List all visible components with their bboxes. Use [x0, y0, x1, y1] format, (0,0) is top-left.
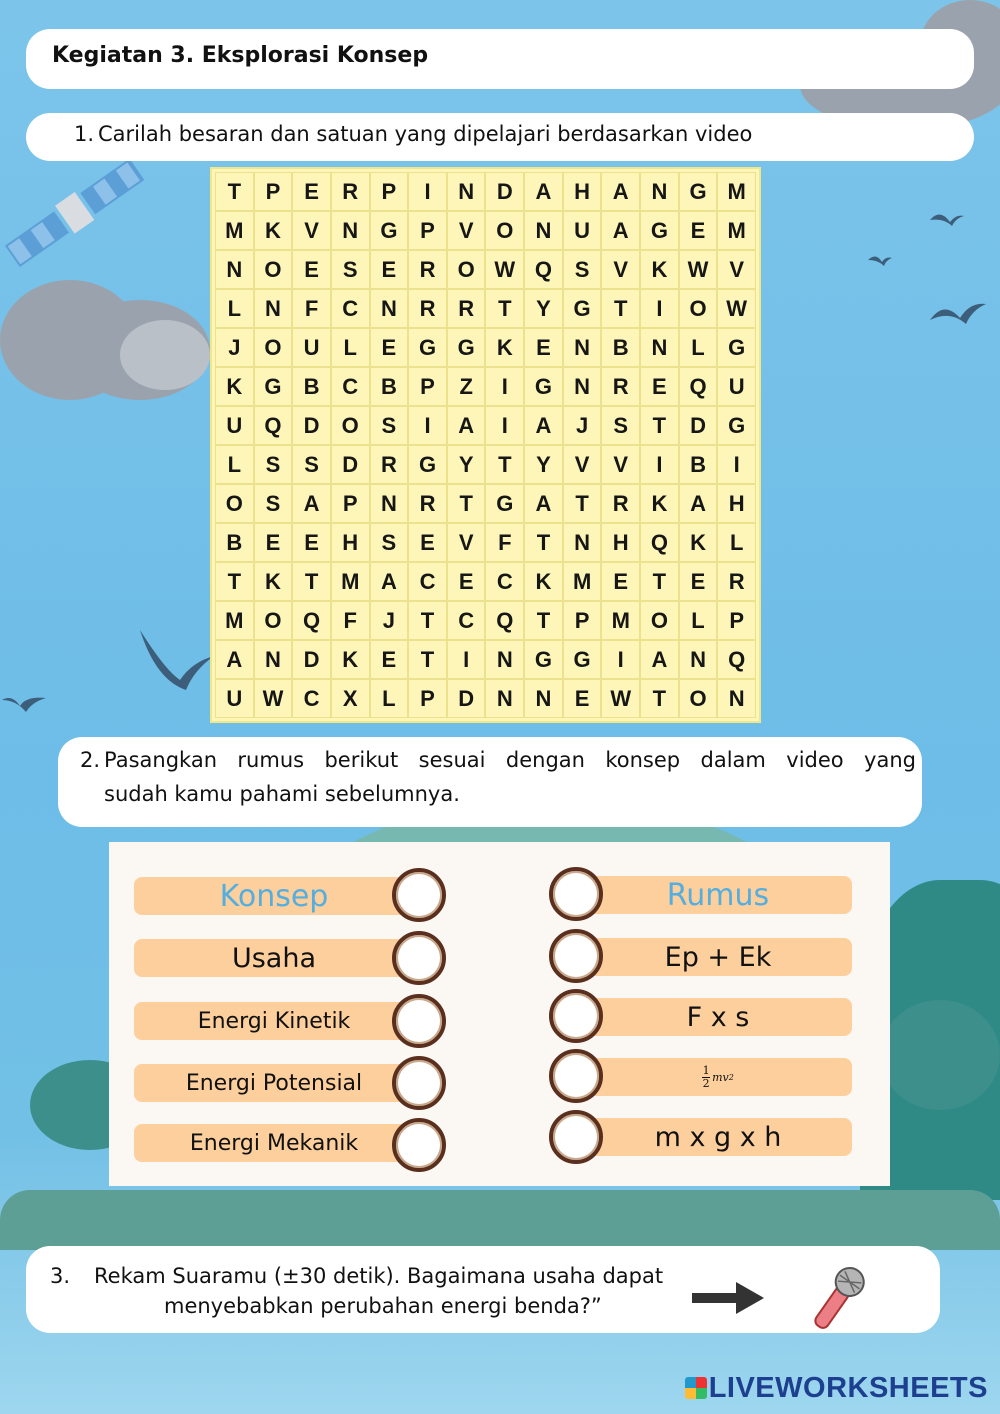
- grid-cell[interactable]: N: [524, 679, 563, 718]
- grid-cell[interactable]: G: [640, 211, 679, 250]
- grid-cell[interactable]: D: [485, 172, 524, 211]
- grid-cell[interactable]: E: [408, 523, 447, 562]
- question-3-line2: menyebabkan perubahan energi benda?”: [164, 1294, 602, 1318]
- grid-cell[interactable]: N: [254, 289, 293, 328]
- grid-cell[interactable]: N: [563, 523, 602, 562]
- grid-cell[interactable]: I: [601, 640, 640, 679]
- grid-cell[interactable]: D: [292, 640, 331, 679]
- grid-cell[interactable]: E: [563, 679, 602, 718]
- grid-cell[interactable]: R: [370, 445, 409, 484]
- grid-cell[interactable]: V: [563, 445, 602, 484]
- formula-bar-mgh: [584, 1118, 852, 1156]
- activity-title: Kegiatan 3. Eksplorasi Konsep: [52, 43, 429, 68]
- grid-cell[interactable]: C: [292, 679, 331, 718]
- grid-cell[interactable]: N: [447, 172, 486, 211]
- grid-cell[interactable]: F: [331, 601, 370, 640]
- grid-cell[interactable]: D: [331, 445, 370, 484]
- grid-cell[interactable]: N: [254, 640, 293, 679]
- grid-cell[interactable]: N: [485, 679, 524, 718]
- grid-cell[interactable]: M: [563, 562, 602, 601]
- concept-connector-energi-mekanik[interactable]: [392, 1118, 446, 1172]
- grid-cell[interactable]: S: [292, 445, 331, 484]
- grid-cell[interactable]: S: [601, 406, 640, 445]
- grid-cell[interactable]: G: [717, 328, 756, 367]
- formula-bar-ep-ek: [584, 938, 852, 976]
- grid-cell[interactable]: O: [679, 289, 718, 328]
- grid-cell[interactable]: Q: [254, 406, 293, 445]
- grid-cell[interactable]: E: [292, 250, 331, 289]
- formula-header: [584, 876, 852, 914]
- formula-label: m x g x h: [654, 1121, 782, 1153]
- grid-cell[interactable]: I: [408, 172, 447, 211]
- concept-connector-energi-kinetik[interactable]: [392, 994, 446, 1048]
- grid-cell[interactable]: A: [524, 172, 563, 211]
- grid-cell[interactable]: T: [447, 484, 486, 523]
- satellite-decoration: [0, 160, 160, 270]
- grid-cell[interactable]: U: [717, 367, 756, 406]
- concept-header: [134, 877, 414, 915]
- grid-cell[interactable]: A: [447, 406, 486, 445]
- grid-cell[interactable]: K: [254, 211, 293, 250]
- grid-cell[interactable]: U: [215, 679, 254, 718]
- grid-cell[interactable]: I: [717, 445, 756, 484]
- grid-cell[interactable]: O: [485, 211, 524, 250]
- grid-cell[interactable]: P: [717, 601, 756, 640]
- grid-cell[interactable]: W: [601, 679, 640, 718]
- grid-cell[interactable]: O: [254, 250, 293, 289]
- grid-cell[interactable]: Q: [640, 523, 679, 562]
- grid-cell[interactable]: P: [370, 172, 409, 211]
- grid-cell[interactable]: M: [717, 211, 756, 250]
- grid-cell[interactable]: A: [524, 406, 563, 445]
- grid-cell[interactable]: W: [485, 250, 524, 289]
- grid-cell[interactable]: P: [408, 211, 447, 250]
- formula-bar-fxs: [584, 998, 852, 1036]
- grid-cell[interactable]: V: [447, 523, 486, 562]
- formula-bar-kinetic: [584, 1058, 852, 1096]
- grid-cell[interactable]: R: [717, 562, 756, 601]
- grid-cell[interactable]: C: [331, 367, 370, 406]
- grid-cell[interactable]: I: [640, 445, 679, 484]
- grid-cell[interactable]: O: [215, 484, 254, 523]
- grid-cell[interactable]: G: [679, 172, 718, 211]
- formula-half-variables: mv: [712, 1070, 729, 1084]
- grid-cell[interactable]: T: [485, 445, 524, 484]
- grid-cell[interactable]: S: [254, 484, 293, 523]
- grid-cell[interactable]: W: [717, 289, 756, 328]
- grid-cell[interactable]: J: [215, 328, 254, 367]
- grid-cell[interactable]: G: [408, 445, 447, 484]
- grid-cell[interactable]: O: [640, 601, 679, 640]
- formula-half-fraction: [702, 1065, 710, 1090]
- grid-cell[interactable]: K: [640, 250, 679, 289]
- grid-cell[interactable]: I: [408, 406, 447, 445]
- grid-cell[interactable]: N: [717, 679, 756, 718]
- bird-decoration: [130, 620, 220, 710]
- grid-cell[interactable]: M: [717, 172, 756, 211]
- grid-cell[interactable]: E: [370, 640, 409, 679]
- grid-cell[interactable]: W: [254, 679, 293, 718]
- cloud-decoration: [120, 320, 210, 390]
- question-2-line2: sudah kamu pahami sebelumnya.: [104, 782, 460, 806]
- grid-cell[interactable]: P: [331, 484, 370, 523]
- grid-cell[interactable]: N: [563, 367, 602, 406]
- concept-label: Energi Mekanik: [189, 1130, 359, 1156]
- grid-cell[interactable]: E: [640, 367, 679, 406]
- grid-cell[interactable]: P: [254, 172, 293, 211]
- grid-cell[interactable]: T: [640, 406, 679, 445]
- ground-decoration: [0, 1190, 1000, 1250]
- grid-cell[interactable]: A: [524, 484, 563, 523]
- grid-cell[interactable]: B: [679, 445, 718, 484]
- grid-cell[interactable]: T: [292, 562, 331, 601]
- concept-connector-usaha[interactable]: [392, 931, 446, 985]
- grid-cell[interactable]: O: [679, 679, 718, 718]
- grid-cell[interactable]: M: [215, 211, 254, 250]
- grid-cell[interactable]: A: [640, 640, 679, 679]
- grid-cell[interactable]: R: [408, 250, 447, 289]
- grid-cell[interactable]: G: [370, 211, 409, 250]
- grid-cell[interactable]: G: [408, 328, 447, 367]
- concept-connector-energi-potensial[interactable]: [392, 1056, 446, 1110]
- grid-cell[interactable]: S: [331, 250, 370, 289]
- grid-cell[interactable]: N: [370, 484, 409, 523]
- grid-cell[interactable]: N: [331, 211, 370, 250]
- grid-cell[interactable]: O: [254, 328, 293, 367]
- liveworksheets-logo: [685, 1372, 988, 1405]
- grid-cell[interactable]: A: [215, 640, 254, 679]
- grid-cell[interactable]: A: [601, 172, 640, 211]
- concept-label: Energi Kinetik: [197, 1008, 351, 1034]
- grid-cell[interactable]: Z: [447, 367, 486, 406]
- grid-cell[interactable]: V: [717, 250, 756, 289]
- grid-cell[interactable]: E: [447, 562, 486, 601]
- grid-cell[interactable]: L: [215, 289, 254, 328]
- grid-cell[interactable]: N: [524, 211, 563, 250]
- grid-cell[interactable]: E: [679, 562, 718, 601]
- formula-half-exponent: 2: [728, 1072, 734, 1082]
- concept-label: Usaha: [231, 942, 317, 974]
- grid-cell[interactable]: G: [563, 289, 602, 328]
- grid-cell[interactable]: H: [717, 484, 756, 523]
- grid-cell[interactable]: T: [215, 562, 254, 601]
- grid-cell[interactable]: R: [408, 484, 447, 523]
- concept-header-label: Konsep: [219, 878, 329, 914]
- grid-cell[interactable]: I: [485, 367, 524, 406]
- grid-cell[interactable]: N: [679, 640, 718, 679]
- grid-cell[interactable]: G: [447, 328, 486, 367]
- grid-cell[interactable]: E: [254, 523, 293, 562]
- grid-cell[interactable]: L: [717, 523, 756, 562]
- grid-cell[interactable]: A: [292, 484, 331, 523]
- formula-label: Ep + Ek: [664, 941, 772, 973]
- grid-cell[interactable]: P: [408, 367, 447, 406]
- grid-cell[interactable]: T: [601, 289, 640, 328]
- grid-cell[interactable]: R: [601, 484, 640, 523]
- grid-cell[interactable]: I: [485, 406, 524, 445]
- grid-cell[interactable]: Q: [292, 601, 331, 640]
- grid-cell[interactable]: C: [408, 562, 447, 601]
- grid-cell[interactable]: O: [331, 406, 370, 445]
- grid-cell[interactable]: Q: [679, 367, 718, 406]
- grid-cell[interactable]: U: [563, 211, 602, 250]
- grid-cell[interactable]: E: [370, 328, 409, 367]
- grid-cell[interactable]: J: [563, 406, 602, 445]
- grid-cell[interactable]: D: [679, 406, 718, 445]
- grid-cell[interactable]: K: [640, 484, 679, 523]
- question-1-number: 1.: [74, 122, 95, 146]
- liveworksheets-logo-text: LIVEWORKSHEETS: [708, 1372, 988, 1404]
- grid-cell[interactable]: Y: [524, 289, 563, 328]
- grid-cell[interactable]: P: [563, 601, 602, 640]
- grid-cell[interactable]: K: [679, 523, 718, 562]
- grid-cell[interactable]: N: [485, 640, 524, 679]
- grid-cell[interactable]: N: [640, 172, 679, 211]
- grid-cell[interactable]: B: [292, 367, 331, 406]
- formula-connector-mgh[interactable]: [549, 1110, 603, 1164]
- tree-decoration: [880, 1000, 1000, 1110]
- bird-decoration: [0, 690, 50, 720]
- liveworksheets-logo-icon: [685, 1377, 707, 1399]
- grid-cell[interactable]: W: [679, 250, 718, 289]
- grid-cell[interactable]: K: [485, 328, 524, 367]
- grid-cell[interactable]: N: [563, 328, 602, 367]
- grid-cell[interactable]: M: [331, 562, 370, 601]
- question-3-line1: Rekam Suaramu (±30 detik). Bagaimana usaha dapat: [94, 1264, 664, 1288]
- fraction-denominator: 2: [702, 1076, 710, 1090]
- grid-cell[interactable]: C: [447, 601, 486, 640]
- grid-cell[interactable]: Y: [524, 445, 563, 484]
- grid-cell[interactable]: A: [601, 211, 640, 250]
- grid-cell[interactable]: J: [370, 601, 409, 640]
- grid-cell[interactable]: K: [331, 640, 370, 679]
- grid-cell[interactable]: E: [370, 250, 409, 289]
- grid-cell[interactable]: V: [292, 211, 331, 250]
- grid-cell[interactable]: A: [679, 484, 718, 523]
- grid-cell[interactable]: M: [601, 601, 640, 640]
- grid-cell[interactable]: B: [215, 523, 254, 562]
- grid-cell[interactable]: I: [640, 289, 679, 328]
- grid-cell[interactable]: S: [563, 250, 602, 289]
- grid-cell[interactable]: O: [254, 601, 293, 640]
- grid-cell[interactable]: G: [563, 640, 602, 679]
- grid-cell[interactable]: D: [447, 679, 486, 718]
- arrow-right-icon: [688, 1276, 768, 1320]
- grid-cell[interactable]: U: [215, 406, 254, 445]
- grid-cell[interactable]: L: [331, 328, 370, 367]
- grid-cell[interactable]: S: [254, 445, 293, 484]
- question-3-number: 3.: [50, 1264, 71, 1288]
- grid-cell[interactable]: E: [292, 172, 331, 211]
- birds-decoration: [860, 200, 1000, 350]
- grid-cell[interactable]: A: [370, 562, 409, 601]
- grid-cell[interactable]: S: [370, 406, 409, 445]
- grid-cell[interactable]: F: [485, 523, 524, 562]
- grid-cell[interactable]: D: [292, 406, 331, 445]
- concept-label: Energi Potensial: [185, 1070, 363, 1096]
- grid-cell[interactable]: V: [447, 211, 486, 250]
- word-search-grid[interactable]: [210, 167, 761, 723]
- fraction-numerator: 1: [702, 1063, 710, 1077]
- question-2-number: 2.: [80, 748, 101, 772]
- grid-cell[interactable]: E: [679, 211, 718, 250]
- grid-cell[interactable]: F: [292, 289, 331, 328]
- question-1-text: Carilah besaran dan satuan yang dipelajari berdasarkan video: [98, 122, 753, 146]
- grid-cell[interactable]: T: [408, 640, 447, 679]
- grid-cell[interactable]: R: [331, 172, 370, 211]
- grid-cell[interactable]: O: [447, 250, 486, 289]
- grid-cell[interactable]: T: [408, 601, 447, 640]
- grid-cell[interactable]: N: [640, 328, 679, 367]
- grid-cell[interactable]: M: [215, 601, 254, 640]
- grid-cell[interactable]: V: [601, 250, 640, 289]
- formula-connector-kinetic[interactable]: [549, 1049, 603, 1103]
- grid-cell[interactable]: H: [601, 523, 640, 562]
- grid-cell[interactable]: R: [447, 289, 486, 328]
- formula-label: F x s: [686, 1001, 750, 1033]
- question-2-line1: Pasangkan rumus berikut sesuai dengan konsep dalam video yang: [104, 748, 916, 772]
- grid-cell[interactable]: G: [717, 406, 756, 445]
- concept-bar-energi-mekanik: [134, 1124, 414, 1162]
- formula-connector-ep-ek[interactable]: [549, 929, 603, 983]
- grid-cell[interactable]: S: [370, 523, 409, 562]
- grid-cell[interactable]: T: [524, 601, 563, 640]
- grid-cell[interactable]: H: [331, 523, 370, 562]
- concept-bar-energi-kinetik: [134, 1002, 414, 1040]
- grid-cell[interactable]: T: [640, 679, 679, 718]
- grid-cell[interactable]: R: [408, 289, 447, 328]
- concept-bar-usaha: [134, 939, 414, 977]
- grid-cell[interactable]: E: [292, 523, 331, 562]
- formula-connector-fxs[interactable]: [549, 989, 603, 1043]
- grid-cell[interactable]: B: [370, 367, 409, 406]
- grid-cell[interactable]: B: [601, 328, 640, 367]
- grid-cell[interactable]: N: [370, 289, 409, 328]
- grid-cell[interactable]: E: [601, 562, 640, 601]
- grid-cell[interactable]: N: [215, 250, 254, 289]
- grid-cell[interactable]: C: [485, 562, 524, 601]
- grid-cell[interactable]: H: [563, 172, 602, 211]
- microphone-icon[interactable]: [796, 1264, 880, 1330]
- grid-cell[interactable]: L: [370, 679, 409, 718]
- grid-cell[interactable]: Q: [524, 250, 563, 289]
- grid-cell[interactable]: U: [292, 328, 331, 367]
- grid-cell[interactable]: P: [408, 679, 447, 718]
- grid-cell[interactable]: R: [601, 367, 640, 406]
- grid-cell[interactable]: T: [563, 484, 602, 523]
- grid-cell[interactable]: G: [485, 484, 524, 523]
- grid-cell[interactable]: C: [331, 289, 370, 328]
- grid-cell[interactable]: Q: [717, 640, 756, 679]
- grid-cell[interactable]: G: [524, 640, 563, 679]
- grid-cell[interactable]: L: [679, 601, 718, 640]
- grid-cell[interactable]: T: [524, 523, 563, 562]
- grid-cell[interactable]: G: [524, 367, 563, 406]
- grid-cell[interactable]: I: [447, 640, 486, 679]
- grid-cell[interactable]: Q: [485, 601, 524, 640]
- grid-cell[interactable]: K: [524, 562, 563, 601]
- formula-header-connector[interactable]: [549, 867, 603, 921]
- concept-header-connector[interactable]: [392, 868, 446, 922]
- grid-cell[interactable]: T: [485, 289, 524, 328]
- grid-cell[interactable]: G: [254, 367, 293, 406]
- formula-header-label: Rumus: [666, 877, 770, 913]
- grid-cell[interactable]: Y: [447, 445, 486, 484]
- grid-cell[interactable]: K: [254, 562, 293, 601]
- grid-cell[interactable]: L: [215, 445, 254, 484]
- grid-cell[interactable]: X: [331, 679, 370, 718]
- grid-cell[interactable]: L: [679, 328, 718, 367]
- grid-cell[interactable]: T: [640, 562, 679, 601]
- grid-cell[interactable]: V: [601, 445, 640, 484]
- grid-cell[interactable]: K: [215, 367, 254, 406]
- concept-bar-energi-potensial: [134, 1064, 414, 1102]
- grid-cell[interactable]: T: [215, 172, 254, 211]
- grid-cell[interactable]: E: [524, 328, 563, 367]
